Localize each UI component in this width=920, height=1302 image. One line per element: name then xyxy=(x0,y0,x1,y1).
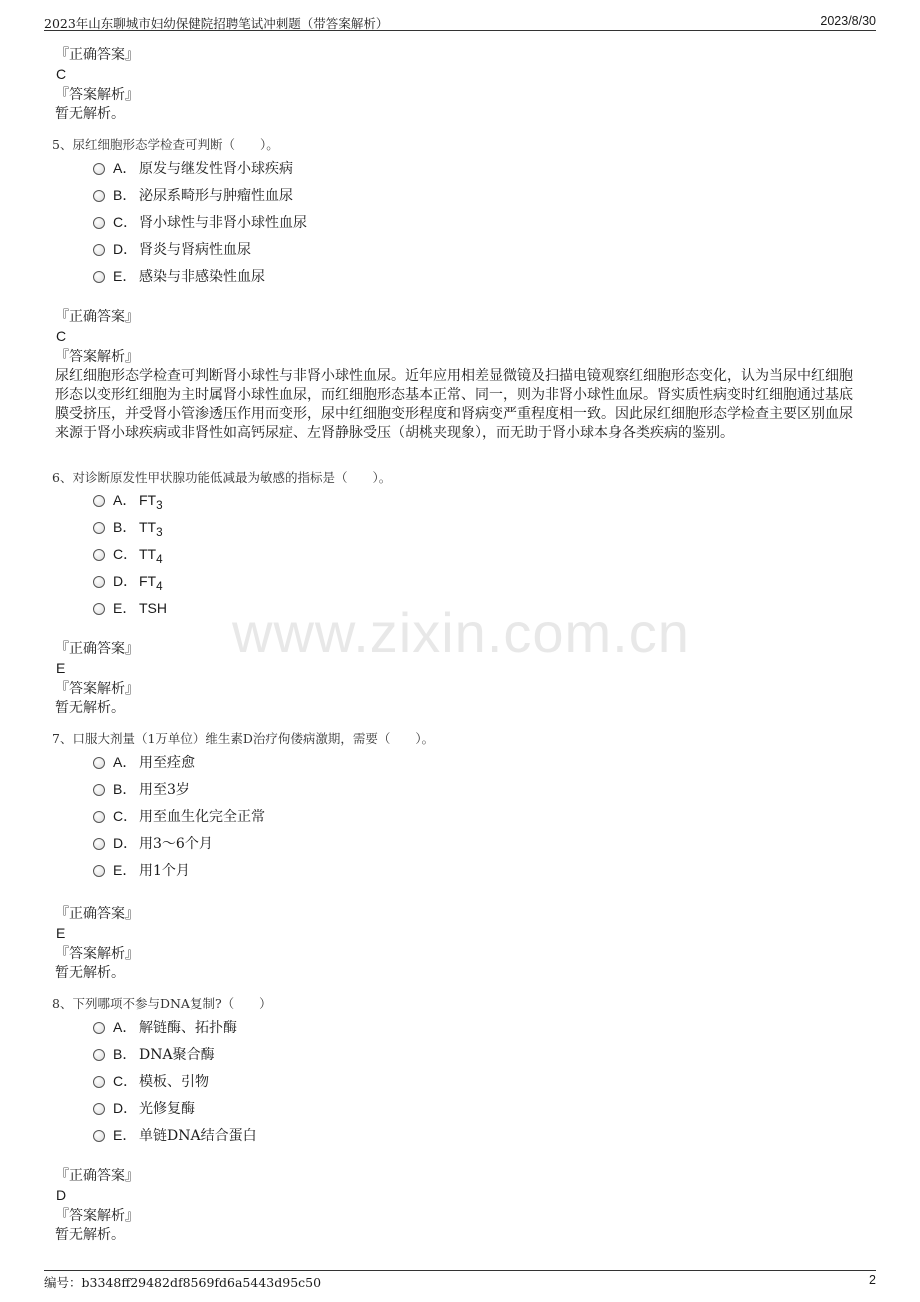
option-5e[interactable]: E． 感染与非感染性血尿 xyxy=(93,266,265,286)
option-6c[interactable]: C． $TT_4$ xyxy=(93,544,163,564)
option-6b[interactable]: B． $TT_3$ xyxy=(93,517,163,537)
question-stem-5: 5、尿红细胞形态学检查可判断（ ）。 xyxy=(52,137,279,152)
analysis-text: 暂无解析。 xyxy=(55,700,125,716)
correct-answer-label: 『正确答案』 xyxy=(55,641,139,657)
option-8b[interactable]: B． DNA聚合酶 xyxy=(93,1044,215,1064)
correct-answer-value: C xyxy=(56,328,67,344)
answer-block-q8 xyxy=(55,1167,139,1245)
answer-block-q4 xyxy=(55,46,139,124)
analysis-label: 『答案解析』 xyxy=(55,87,139,103)
option-5c[interactable]: C． 肾小球性与非肾小球性血尿 xyxy=(93,212,307,232)
radio-icon[interactable] xyxy=(93,1049,105,1061)
radio-icon[interactable] xyxy=(93,495,105,507)
radio-icon[interactable] xyxy=(93,603,105,615)
correct-answer-label: 『正确答案』 xyxy=(55,309,139,325)
radio-icon[interactable] xyxy=(93,217,105,229)
option-5b[interactable]: B． 泌尿系畸形与肿瘤性血尿 xyxy=(93,185,293,205)
analysis-label: 『答案解析』 xyxy=(55,349,139,365)
correct-answer-value: E xyxy=(56,925,66,941)
correct-answer-value: E xyxy=(56,660,66,676)
radio-icon[interactable] xyxy=(93,784,105,796)
answer-block-q7 xyxy=(55,905,139,983)
analysis-text: 暂无解析。 xyxy=(55,106,125,122)
answer-block-q5 xyxy=(55,308,859,443)
option-7c[interactable]: C． 用至血生化完全正常 xyxy=(93,806,265,826)
option-6d[interactable]: D． $FT_4$ xyxy=(93,571,163,591)
radio-icon[interactable] xyxy=(93,838,105,850)
radio-icon[interactable] xyxy=(93,1022,105,1034)
correct-answer-value: D xyxy=(56,1187,67,1203)
option-6a[interactable]: A． $FT_3$ xyxy=(93,490,163,510)
question-stem-7: 7、口服大剂量（1万单位）维生素D治疗佝偻病激期，需要（ ）。 xyxy=(52,731,435,746)
page-number: 2 xyxy=(869,1273,876,1287)
radio-icon[interactable] xyxy=(93,163,105,175)
radio-icon[interactable] xyxy=(93,190,105,202)
correct-answer-label: 『正确答案』 xyxy=(55,1168,139,1184)
correct-answer-value: C xyxy=(56,66,67,82)
analysis-text: 暂无解析。 xyxy=(55,1227,125,1243)
option-5d[interactable]: D． 肾炎与肾病性血尿 xyxy=(93,239,251,259)
option-8e[interactable]: E． 单链DNA结合蛋白 xyxy=(93,1125,257,1145)
option-5a[interactable]: A． 原发与继发性肾小球疾病 xyxy=(93,158,293,178)
analysis-label: 『答案解析』 xyxy=(55,1208,139,1224)
radio-icon[interactable] xyxy=(93,576,105,588)
radio-icon[interactable] xyxy=(93,522,105,534)
document-title: 2023年山东聊城市妇幼保健院招聘笔试冲刺题（带答案解析） xyxy=(44,16,389,31)
radio-icon[interactable] xyxy=(93,1076,105,1088)
option-8d[interactable]: D． 光修复酶 xyxy=(93,1098,195,1118)
radio-icon[interactable] xyxy=(93,811,105,823)
radio-icon[interactable] xyxy=(93,271,105,283)
document-code: 编号：b3348ff29482df8569fd6a5443d95c50 xyxy=(44,1275,322,1290)
correct-answer-label: 『正确答案』 xyxy=(55,47,139,63)
page-footer xyxy=(44,1270,876,1291)
option-7e[interactable]: E． 用1个月 xyxy=(93,860,190,880)
option-8a[interactable]: A． 解链酶、拓扑酶 xyxy=(93,1017,237,1037)
analysis-text: 暂无解析。 xyxy=(55,965,125,981)
radio-icon[interactable] xyxy=(93,865,105,877)
question-stem-6: 6、对诊断原发性甲状腺功能低减最为敏感的指标是（ ）。 xyxy=(52,470,392,485)
option-6e[interactable]: E． TSH xyxy=(93,598,167,618)
watermark: www.zixin.com.cn xyxy=(232,601,690,664)
radio-icon[interactable] xyxy=(93,1130,105,1142)
analysis-text: 尿红细胞形态学检查可判断肾小球性与非肾小球性血尿。近年应用相差显微镜及扫描电镜观察红细胞形态变化，认为当尿中红细胞形态以变形红细胞为主时属肾小球性血尿，而红细胞形态基本正常、同一，则为非肾小球性血尿。肾实质性病变时红细胞通过基底膜受挤压，并受肾小管渗透压作用而变形，尿中红细胞变形程度和肾病变严重程度相一致。因此尿红细胞形态学检查主要区别血尿来源于肾小球疾病或非肾性如高钙尿症、左肾静脉受压（胡桃夹现象），而无助于肾小球本身各类疾病的鉴别。 xyxy=(55,368,853,441)
radio-icon[interactable] xyxy=(93,757,105,769)
correct-answer-label: 『正确答案』 xyxy=(55,906,139,922)
option-7a[interactable]: A． 用至痊愈 xyxy=(93,752,195,772)
radio-icon[interactable] xyxy=(93,1103,105,1115)
radio-icon[interactable] xyxy=(93,244,105,256)
page-header xyxy=(44,12,876,31)
analysis-label: 『答案解析』 xyxy=(55,946,139,962)
question-stem-8: 8、下列哪项不参与DNA复制?（ ） xyxy=(52,996,272,1011)
analysis-label: 『答案解析』 xyxy=(55,681,139,697)
option-7b[interactable]: B． 用至3岁 xyxy=(93,779,190,799)
option-8c[interactable]: C． 模板、引物 xyxy=(93,1071,209,1091)
option-7d[interactable]: D． 用3～6个月 xyxy=(93,833,213,853)
radio-icon[interactable] xyxy=(93,549,105,561)
document-date: 2023/8/30 xyxy=(820,14,876,28)
answer-block-q6 xyxy=(55,640,139,718)
